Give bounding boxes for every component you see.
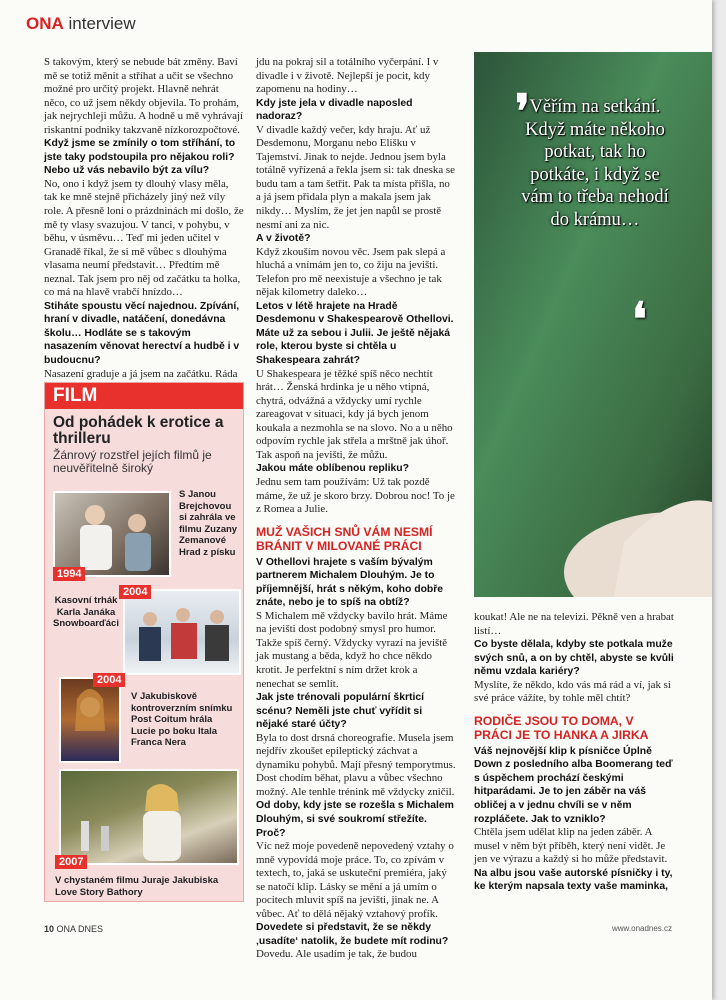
film-year-3: 2004 bbox=[93, 673, 125, 687]
interview-answer: Dovedu. Ale usadím je tak, že budou bbox=[256, 948, 417, 961]
interview-question: Co byste dělala, kdyby ste potkala muže svých snů, a on by chtěl, abyste se kvůli němu vzdala kariéry? bbox=[474, 639, 674, 678]
quote-close-mark: ❛ bbox=[632, 294, 647, 345]
section-heading: MUŽ VAŠICH SNŮ VÁM NESMÍ BRÁNIT V MILOVANÉ PRÁCI bbox=[256, 524, 433, 553]
film-caption-2: Kasovní trhák Karla Janáka Snowboarďáci bbox=[53, 595, 119, 629]
interview-answer: Byla to dost drsná choreografie. Musela jsem nejdřív zkoušet epileptický záchvat a dynamiku pohybů. Mají přesný temporytmus. Dost chodím běhat, plavu a vůbec všechno možný. Ale tenhle trénink mě vždycky zničil. bbox=[256, 731, 456, 798]
film-year-2: 2004 bbox=[119, 585, 151, 599]
page-header bbox=[26, 14, 136, 34]
film-still-2 bbox=[125, 591, 239, 673]
film-label: FILM bbox=[45, 383, 243, 409]
film-still-1 bbox=[55, 493, 169, 575]
interview-question: V Othellovi hrajete s vaším bývalým partnerem Michalem Dlouhým. Je to příjemnější, hrát s někým, koho dobře znáte, nebo je to spíš na obtíž? bbox=[256, 556, 444, 609]
film-caption-4: V chystaném filmu Juraje Jakubiska Love Story Bathory bbox=[55, 875, 219, 898]
film-still-3 bbox=[61, 679, 119, 761]
interview-answer: Když zkouším novou věc. Jsem pak slepá a hluchá a vnímám jen to, co žiju na jevišti. Telefon pro mě neexistuje a všechno je tak nějak kilometry daleko… bbox=[256, 245, 446, 299]
interview-question: Dovedete si představit, že se někdy ‚usadíte‘ natolik, že budete mít rodinu? bbox=[256, 922, 449, 947]
film-title: Od pohádek k erotice a thrilleru bbox=[53, 414, 224, 447]
interview-answer: Jednu sem tam používám: Už tak pozdě máme, že už je skoro brzy. Dobrou noc! To je z Romea a Julie. bbox=[256, 475, 455, 516]
interview-question: Kdy jste jela v divadle naposled nadoraz? bbox=[256, 97, 413, 123]
interview-answer: Nasazení graduje a já jsem na začátku. Ráda bbox=[44, 367, 238, 380]
film-year-1: 1994 bbox=[53, 567, 85, 581]
page-number: 10 bbox=[44, 924, 55, 934]
interview-question: Na albu jsou vaše autorské písničky i ty, ke kterým napsala texty vaše maminka, bbox=[474, 867, 673, 893]
brand-label: ONA bbox=[26, 14, 64, 33]
interview-question: Jakou máte oblíbenou repliku? bbox=[256, 463, 409, 475]
interview-question: Jak jste trénovali populární škrticí scénu? Neměli jste chuť vyřídit si nějaké staré účty? bbox=[256, 692, 425, 731]
interview-question: A v životě? bbox=[256, 233, 311, 245]
interview-question: Když jsme se zmínily o tom stříhání, to jste taky podstoupila pro nějakou roli? Nebo už vás nebavilo být za vílu? bbox=[44, 138, 236, 177]
section-heading: RODIČE JSOU TO DOMA, V PRÁCI JE TO HANKA A JIRKA bbox=[474, 713, 649, 742]
film-sidebar bbox=[44, 382, 244, 902]
interview-question: Letos v létě hrajete na Hradě Desdemonu v Shakespearově Othellovi. Máte už za sebou i Julii. Je ještě nějaká role, kterou byste si chtěla u Shakespeara zahrát? bbox=[256, 300, 454, 367]
interview-question: Stiháte spoustu věcí najednou. Zpívání, hraní v divadle, natáčení, donedávna školu… Hodláte se s takovým nasazením věnovat herectví a hudbě i v budoucnu? bbox=[44, 300, 240, 367]
film-still-4 bbox=[61, 771, 237, 863]
pull-quote: Věřím na setkání. Když máte někoho potkat, tak ho potkáte, i když se vám to třeba nehodí do krámu… bbox=[521, 97, 669, 230]
section-label: interview bbox=[68, 14, 136, 33]
interview-question: Od doby, kdy jste se rozešla s Michalem Dlouhým, si své soukromí střežíte. Proč? bbox=[256, 800, 454, 839]
film-caption-1: S Janou Brejchovou si zahrála ve filmu Zuzany Zemanové Hrad z písku bbox=[179, 489, 238, 558]
magazine-name: ONA DNES bbox=[56, 924, 104, 934]
film-year-4: 2007 bbox=[55, 855, 87, 869]
film-caption-3: V Jakubiskově kontroverzním snímku Post Coitum hrála Lucie po boku Itala Franca Nera bbox=[131, 691, 233, 748]
page-footer-left bbox=[44, 924, 103, 934]
interview-answer: S Michalem mě vždycky bavilo hrát. Máme na jevišti dost podobný smysl pro humor. Takže spíš černý. Vždycky vyrazí na jeviště jak mustang a běda, když ho chce někdo krotit. Je perfektní s ním držet krok a nenechat se semlít. bbox=[256, 609, 448, 690]
interview-answer: koukat! Ale ne na televizi. Pěkně ven a hrabat listí… bbox=[474, 611, 674, 637]
page-footer-url: www.onadnes.cz bbox=[612, 924, 673, 933]
interview-answer: jdu na pokraj sil a totálního vyčerpání. I v divadle i v životě. Nejlepší je pocit, kdy zapomenu na hodiny… bbox=[256, 56, 439, 96]
quote-open-mark: ❜ bbox=[515, 86, 530, 137]
interview-question: Váš nejnovější klip k písničce Úplně Down z posledního alba Boomerang teď s úspěchem prochází českými hitparádami. Je to jen záběr na váš obličej a v jednu chvíli se v něm rozpláčete. Jak to vzniklo? bbox=[474, 745, 673, 825]
interview-answer: S takovým, který se nebude bát změny. Baví mě se totiž měnit a stříhat a učit se všechno možné pro určitý projekt. Hlavně nehrát něco, co už jsem někdy objevila. To prohám, jak nejrychleji můžu. A hodně u mě vyhrávají riskantní podniky takzvaně nízkorozpočtové. bbox=[44, 56, 244, 136]
film-photo-4 bbox=[59, 769, 239, 865]
film-photo-3 bbox=[59, 677, 121, 763]
interview-answer: No, ono i když jsem ty dlouhý vlasy měla, tak ke mně stejně přicházely jiný než víly role. A přesně loni o prázdninách mi došlo, že mě ty vlasy svazujou. V tanci, v pohybu, v běhu, v úsměvu… Teď mi jeden učitel v Granadě říkal, že si mě vůbec s dlouhýma vlasama neumí představit… Předtím mě neznal. Tak jsem pro něj od začátku ta holka, co má na hlavě vrabčí hnízdo… bbox=[44, 177, 244, 299]
film-photo-1 bbox=[53, 491, 171, 577]
interview-answer: Víc než moje povedeně nepovedený vztahy o mně vypovídá moje práce. To, co zpívám v textech, to, jaká se uskuteční premiéra, jaký se natočí klip. Lásky se mění a já umím o pocitech mluvit spíš na jevišti, jinak ne. A vůbec. Ať to dělá nějaký vztahový profík. bbox=[256, 840, 454, 920]
interview-answer: V divadle každý večer, kdy hraju. Ať už Desdemonu, Morganu nebo Elišku v Tajemství. Jinak to nejde. Jednou jsem byla totálně vyřízená a řekla jsem si: tak dneska se budu tam a tam šetřit. Pak ta místa přišla, no a já jsem přidala plyn a makala jsem jak nikdy… Myslím, že jet jen napůl se prostě nesmí ani za nic. bbox=[256, 123, 455, 231]
film-subtitle: Žánrový rozstřel jejích filmů je neuvěřitelně široký bbox=[53, 448, 212, 475]
text-column-3 bbox=[474, 611, 674, 894]
text-column-1 bbox=[44, 56, 244, 381]
interview-answer: U Shakespeara je těžké spíš něco nechtít hrát… Ženská hrdinka je u něho vtipná, chytrá, odvážná a vždycky umí rychle zareagovat v situaci, kdy já bych jenom koukala a nezmohla se na slovo. No a u něho odpovím rychle jak střela a mrštně jak úhoř. Tak aspoň na jevišti, že můžu. bbox=[256, 367, 453, 461]
film-photo-2 bbox=[123, 589, 241, 675]
interview-answer: Chtěla jsem udělat klip na jeden záběr. A musel v něm být příběh, který není vidět. Je jen ve výrazu a každý si ho může představit. bbox=[474, 826, 668, 866]
text-column-2 bbox=[256, 56, 456, 962]
interview-answer: Myslíte, že někdo, kdo vás má rád a ví, jak si své práce vážíte, by tohle měl chtít? bbox=[474, 678, 671, 705]
